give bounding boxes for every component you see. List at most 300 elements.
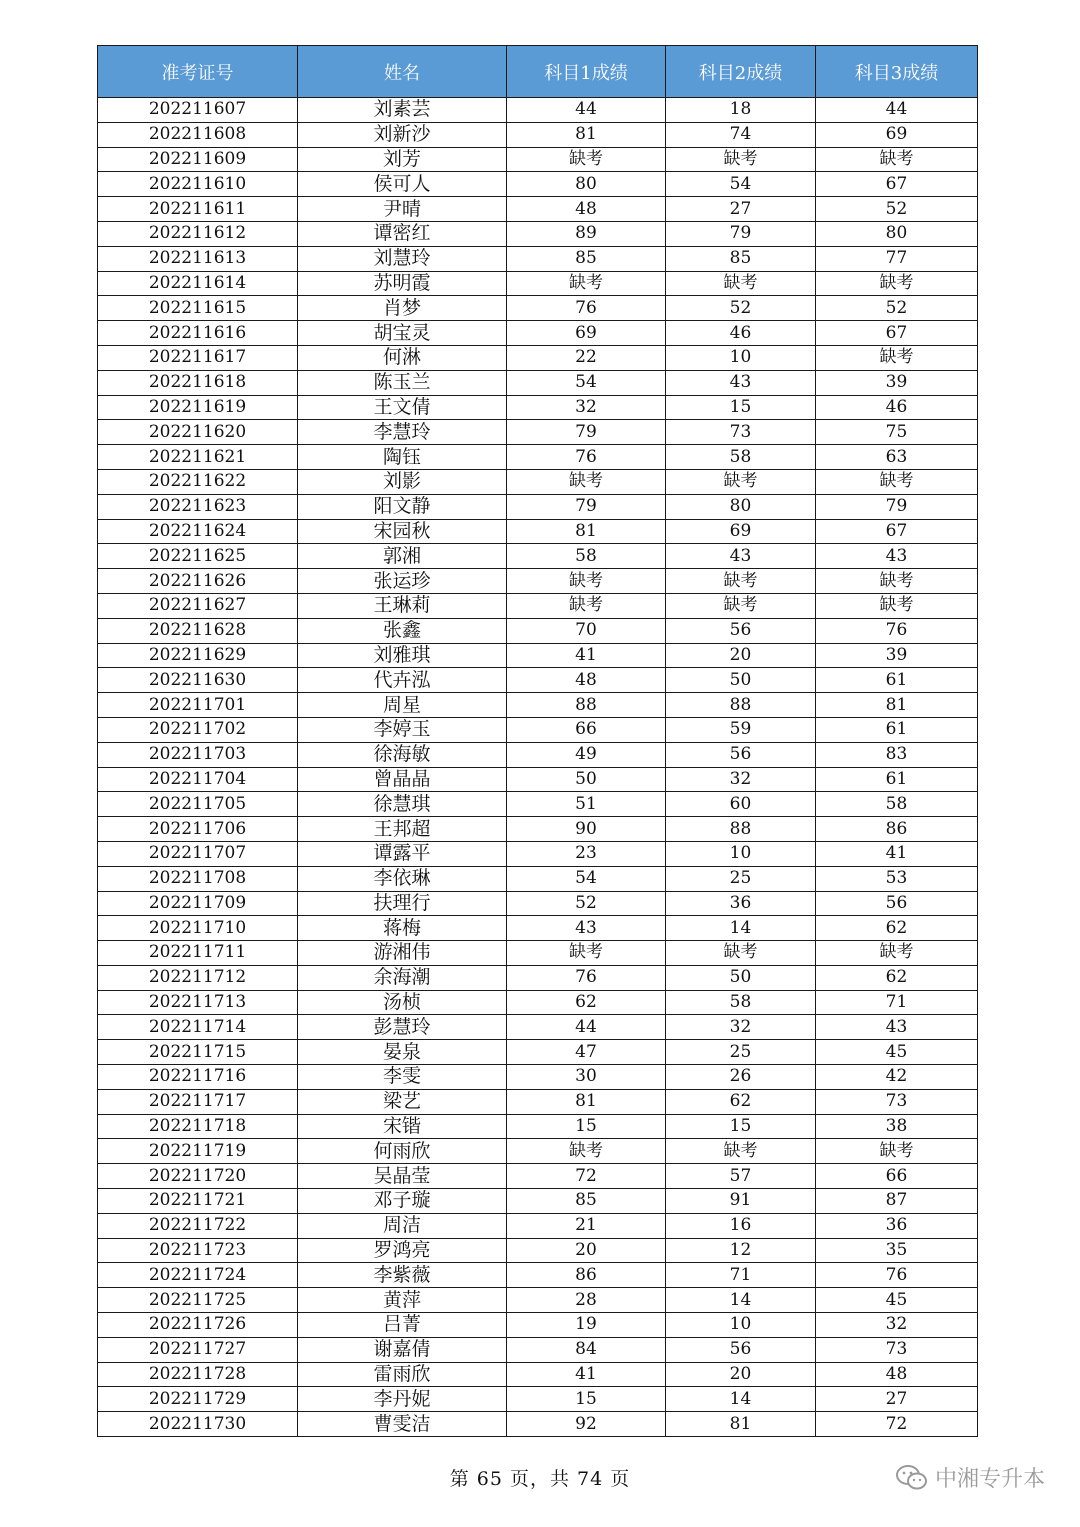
subject1-score-cell: 30: [507, 1065, 666, 1090]
subject3-score-cell: 58: [816, 792, 978, 817]
subject2-score-cell: 缺考: [666, 271, 816, 296]
exam-id-cell: 202211729: [98, 1387, 298, 1412]
header-name: 姓名: [298, 46, 507, 98]
subject3-score-cell: 缺考: [816, 469, 978, 494]
name-cell: 侯可人: [298, 172, 507, 197]
exam-id-cell: 202211703: [98, 742, 298, 767]
subject1-score-cell: 84: [507, 1337, 666, 1362]
exam-id-cell: 202211701: [98, 693, 298, 718]
table-row: [98, 792, 978, 817]
subject2-score-cell: 69: [666, 519, 816, 544]
subject2-score-cell: 91: [666, 1189, 816, 1214]
subject3-score-cell: 35: [816, 1238, 978, 1263]
subject1-score-cell: 43: [507, 916, 666, 941]
subject1-score-cell: 81: [507, 1089, 666, 1114]
subject2-score-cell: 32: [666, 1015, 816, 1040]
name-cell: 周星: [298, 693, 507, 718]
exam-id-cell: 202211711: [98, 941, 298, 966]
exam-id-cell: 202211728: [98, 1362, 298, 1387]
exam-id-cell: 202211623: [98, 494, 298, 519]
table-row: [98, 990, 978, 1015]
table-row: [98, 420, 978, 445]
name-cell: 吴晶莹: [298, 1164, 507, 1189]
table-row: [98, 544, 978, 569]
subject3-score-cell: 41: [816, 841, 978, 866]
subject1-score-cell: 22: [507, 345, 666, 370]
subject1-score-cell: 41: [507, 1362, 666, 1387]
table-row: [98, 469, 978, 494]
table-row: [98, 445, 978, 470]
table-row: [98, 1362, 978, 1387]
exam-id-cell: 202211715: [98, 1040, 298, 1065]
name-cell: 尹晴: [298, 197, 507, 222]
subject1-score-cell: 47: [507, 1040, 666, 1065]
subject3-score-cell: 73: [816, 1089, 978, 1114]
name-cell: 徐慧琪: [298, 792, 507, 817]
name-cell: 雷雨欣: [298, 1362, 507, 1387]
subject2-score-cell: 46: [666, 321, 816, 346]
table-row: [98, 1337, 978, 1362]
name-cell: 李丹妮: [298, 1387, 507, 1412]
subject1-score-cell: 51: [507, 792, 666, 817]
table-row: [98, 593, 978, 618]
subject3-score-cell: 63: [816, 445, 978, 470]
exam-id-cell: 202211706: [98, 817, 298, 842]
subject2-score-cell: 10: [666, 841, 816, 866]
exam-id-cell: 202211630: [98, 668, 298, 693]
exam-id-cell: 202211719: [98, 1139, 298, 1164]
subject1-score-cell: 48: [507, 668, 666, 693]
table-row: [98, 1387, 978, 1412]
subject3-score-cell: 75: [816, 420, 978, 445]
subject3-score-cell: 79: [816, 494, 978, 519]
subject2-score-cell: 73: [666, 420, 816, 445]
subject2-score-cell: 57: [666, 1164, 816, 1189]
table-row: [98, 321, 978, 346]
table-row: [98, 494, 978, 519]
name-cell: 王琳莉: [298, 593, 507, 618]
name-cell: 肖梦: [298, 296, 507, 321]
exam-id-cell: 202211617: [98, 345, 298, 370]
exam-id-cell: 202211716: [98, 1065, 298, 1090]
subject1-score-cell: 70: [507, 618, 666, 643]
table-row: [98, 395, 978, 420]
subject1-score-cell: 缺考: [507, 147, 666, 172]
table-row: [98, 1015, 978, 1040]
subject1-score-cell: 48: [507, 197, 666, 222]
exam-id-cell: 202211705: [98, 792, 298, 817]
exam-id-cell: 202211721: [98, 1189, 298, 1214]
name-cell: 何雨欣: [298, 1139, 507, 1164]
subject3-score-cell: 52: [816, 296, 978, 321]
subject2-score-cell: 54: [666, 172, 816, 197]
header-row: [98, 46, 978, 98]
subject2-score-cell: 缺考: [666, 569, 816, 594]
table-row: [98, 1065, 978, 1090]
subject2-score-cell: 25: [666, 866, 816, 891]
table-header: [98, 46, 978, 98]
subject2-score-cell: 15: [666, 395, 816, 420]
exam-id-cell: 202211708: [98, 866, 298, 891]
exam-id-cell: 202211720: [98, 1164, 298, 1189]
table-row: [98, 147, 978, 172]
exam-id-cell: 202211613: [98, 246, 298, 271]
subject2-score-cell: 74: [666, 122, 816, 147]
subject2-score-cell: 32: [666, 767, 816, 792]
table-row: [98, 841, 978, 866]
name-cell: 吕菁: [298, 1313, 507, 1338]
name-cell: 汤桢: [298, 990, 507, 1015]
subject1-score-cell: 58: [507, 544, 666, 569]
subject2-score-cell: 56: [666, 618, 816, 643]
subject3-score-cell: 73: [816, 1337, 978, 1362]
subject2-score-cell: 85: [666, 246, 816, 271]
name-cell: 谭露平: [298, 841, 507, 866]
table-row: [98, 345, 978, 370]
name-cell: 苏明霞: [298, 271, 507, 296]
exam-id-cell: 202211621: [98, 445, 298, 470]
subject2-score-cell: 60: [666, 792, 816, 817]
subject1-score-cell: 52: [507, 891, 666, 916]
exam-id-cell: 202211726: [98, 1313, 298, 1338]
exam-id-cell: 202211628: [98, 618, 298, 643]
wechat-icon: [895, 1464, 929, 1492]
header-exam-id: 准考证号: [98, 46, 298, 98]
subject2-score-cell: 27: [666, 197, 816, 222]
subject1-score-cell: 76: [507, 296, 666, 321]
subject2-score-cell: 20: [666, 1362, 816, 1387]
subject2-score-cell: 59: [666, 717, 816, 742]
subject3-score-cell: 71: [816, 990, 978, 1015]
subject2-score-cell: 81: [666, 1412, 816, 1437]
subject3-score-cell: 38: [816, 1114, 978, 1139]
subject3-score-cell: 39: [816, 370, 978, 395]
subject1-score-cell: 44: [507, 98, 666, 123]
exam-id-cell: 202211722: [98, 1213, 298, 1238]
subject3-score-cell: 52: [816, 197, 978, 222]
header-subject1: 科目1成绩: [507, 46, 666, 98]
name-cell: 谢嘉倩: [298, 1337, 507, 1362]
header-subject3: 科目3成绩: [816, 46, 978, 98]
name-cell: 宋锴: [298, 1114, 507, 1139]
name-cell: 何淋: [298, 345, 507, 370]
subject2-score-cell: 26: [666, 1065, 816, 1090]
exam-id-cell: 202211704: [98, 767, 298, 792]
exam-id-cell: 202211626: [98, 569, 298, 594]
subject3-score-cell: 87: [816, 1189, 978, 1214]
subject1-score-cell: 72: [507, 1164, 666, 1189]
exam-id-cell: 202211610: [98, 172, 298, 197]
exam-id-cell: 202211710: [98, 916, 298, 941]
subject3-score-cell: 69: [816, 122, 978, 147]
subject1-score-cell: 86: [507, 1263, 666, 1288]
subject2-score-cell: 10: [666, 1313, 816, 1338]
subject2-score-cell: 56: [666, 742, 816, 767]
subject2-score-cell: 14: [666, 1288, 816, 1313]
table-row: [98, 370, 978, 395]
subject2-score-cell: 14: [666, 1387, 816, 1412]
exam-id-cell: 202211607: [98, 98, 298, 123]
subject3-score-cell: 86: [816, 817, 978, 842]
exam-id-cell: 202211629: [98, 643, 298, 668]
table-row: [98, 668, 978, 693]
exam-id-cell: 202211725: [98, 1288, 298, 1313]
subject1-score-cell: 缺考: [507, 1139, 666, 1164]
subject3-score-cell: 53: [816, 866, 978, 891]
subject3-score-cell: 61: [816, 767, 978, 792]
exam-id-cell: 202211724: [98, 1263, 298, 1288]
subject3-score-cell: 缺考: [816, 271, 978, 296]
subject1-score-cell: 缺考: [507, 593, 666, 618]
table-row: [98, 1139, 978, 1164]
watermark-text: 中湘专升本: [934, 1467, 1045, 1492]
subject3-score-cell: 67: [816, 172, 978, 197]
subject1-score-cell: 54: [507, 866, 666, 891]
subject2-score-cell: 71: [666, 1263, 816, 1288]
exam-id-cell: 202211712: [98, 965, 298, 990]
subject3-score-cell: 62: [816, 965, 978, 990]
name-cell: 刘影: [298, 469, 507, 494]
exam-id-cell: 202211615: [98, 296, 298, 321]
subject1-score-cell: 81: [507, 519, 666, 544]
subject2-score-cell: 58: [666, 445, 816, 470]
subject1-score-cell: 88: [507, 693, 666, 718]
name-cell: 邓子璇: [298, 1189, 507, 1214]
name-cell: 梁艺: [298, 1089, 507, 1114]
table-body: [98, 98, 978, 1437]
subject3-score-cell: 48: [816, 1362, 978, 1387]
table-row: [98, 98, 978, 123]
name-cell: 黄萍: [298, 1288, 507, 1313]
table-row: [98, 891, 978, 916]
table-row: [98, 643, 978, 668]
exam-id-cell: 202211620: [98, 420, 298, 445]
subject2-score-cell: 50: [666, 965, 816, 990]
table-row: [98, 742, 978, 767]
name-cell: 李婷玉: [298, 717, 507, 742]
subject1-score-cell: 79: [507, 494, 666, 519]
subject3-score-cell: 缺考: [816, 147, 978, 172]
table-row: [98, 916, 978, 941]
subject3-score-cell: 43: [816, 1015, 978, 1040]
subject3-score-cell: 45: [816, 1288, 978, 1313]
name-cell: 余海潮: [298, 965, 507, 990]
subject2-score-cell: 43: [666, 544, 816, 569]
subject1-score-cell: 79: [507, 420, 666, 445]
score-table: [97, 45, 978, 1437]
subject3-score-cell: 62: [816, 916, 978, 941]
table-row: [98, 246, 978, 271]
subject2-score-cell: 58: [666, 990, 816, 1015]
subject3-score-cell: 81: [816, 693, 978, 718]
name-cell: 刘素芸: [298, 98, 507, 123]
subject3-score-cell: 缺考: [816, 941, 978, 966]
table-row: [98, 122, 978, 147]
subject1-score-cell: 90: [507, 817, 666, 842]
name-cell: 刘慧玲: [298, 246, 507, 271]
subject3-score-cell: 27: [816, 1387, 978, 1412]
subject1-score-cell: 23: [507, 841, 666, 866]
subject1-score-cell: 76: [507, 965, 666, 990]
subject2-score-cell: 18: [666, 98, 816, 123]
subject1-score-cell: 89: [507, 221, 666, 246]
subject1-score-cell: 49: [507, 742, 666, 767]
exam-id-cell: 202211619: [98, 395, 298, 420]
header-subject2: 科目2成绩: [666, 46, 816, 98]
subject1-score-cell: 缺考: [507, 469, 666, 494]
table-row: [98, 1040, 978, 1065]
name-cell: 徐海敏: [298, 742, 507, 767]
table-row: [98, 221, 978, 246]
subject2-score-cell: 88: [666, 693, 816, 718]
exam-id-cell: 202211622: [98, 469, 298, 494]
subject3-score-cell: 61: [816, 717, 978, 742]
subject2-score-cell: 88: [666, 817, 816, 842]
exam-id-cell: 202211627: [98, 593, 298, 618]
subject1-score-cell: 缺考: [507, 271, 666, 296]
subject1-score-cell: 21: [507, 1213, 666, 1238]
table-row: [98, 1164, 978, 1189]
name-cell: 蒋梅: [298, 916, 507, 941]
table-row: [98, 1238, 978, 1263]
subject1-score-cell: 81: [507, 122, 666, 147]
name-cell: 曾晶晶: [298, 767, 507, 792]
name-cell: 刘雅琪: [298, 643, 507, 668]
subject1-score-cell: 54: [507, 370, 666, 395]
subject1-score-cell: 80: [507, 172, 666, 197]
subject1-score-cell: 76: [507, 445, 666, 470]
exam-id-cell: 202211614: [98, 271, 298, 296]
table-row: [98, 1263, 978, 1288]
exam-id-cell: 202211609: [98, 147, 298, 172]
name-cell: 游湘伟: [298, 941, 507, 966]
table-row: [98, 519, 978, 544]
subject3-score-cell: 45: [816, 1040, 978, 1065]
exam-id-cell: 202211608: [98, 122, 298, 147]
exam-id-cell: 202211709: [98, 891, 298, 916]
name-cell: 王邦超: [298, 817, 507, 842]
name-cell: 李慧玲: [298, 420, 507, 445]
exam-id-cell: 202211713: [98, 990, 298, 1015]
subject2-score-cell: 25: [666, 1040, 816, 1065]
subject2-score-cell: 43: [666, 370, 816, 395]
name-cell: 扶理行: [298, 891, 507, 916]
exam-id-cell: 202211717: [98, 1089, 298, 1114]
name-cell: 陈玉兰: [298, 370, 507, 395]
exam-id-cell: 202211723: [98, 1238, 298, 1263]
subject2-score-cell: 52: [666, 296, 816, 321]
table-row: [98, 1288, 978, 1313]
exam-id-cell: 202211702: [98, 717, 298, 742]
table-row: [98, 1313, 978, 1338]
table-row: [98, 569, 978, 594]
name-cell: 刘芳: [298, 147, 507, 172]
table-row: [98, 965, 978, 990]
name-cell: 胡宝灵: [298, 321, 507, 346]
subject1-score-cell: 19: [507, 1313, 666, 1338]
subject1-score-cell: 69: [507, 321, 666, 346]
subject3-score-cell: 76: [816, 1263, 978, 1288]
table-row: [98, 618, 978, 643]
subject3-score-cell: 缺考: [816, 345, 978, 370]
table-row: [98, 941, 978, 966]
table-row: [98, 296, 978, 321]
subject3-score-cell: 61: [816, 668, 978, 693]
subject3-score-cell: 77: [816, 246, 978, 271]
subject1-score-cell: 50: [507, 767, 666, 792]
table-row: [98, 817, 978, 842]
exam-id-cell: 202211730: [98, 1412, 298, 1437]
name-cell: 陶钰: [298, 445, 507, 470]
exam-id-cell: 202211714: [98, 1015, 298, 1040]
subject3-score-cell: 32: [816, 1313, 978, 1338]
subject2-score-cell: 14: [666, 916, 816, 941]
name-cell: 李依琳: [298, 866, 507, 891]
subject3-score-cell: 36: [816, 1213, 978, 1238]
table-row: [98, 1089, 978, 1114]
subject2-score-cell: 缺考: [666, 147, 816, 172]
subject1-score-cell: 缺考: [507, 569, 666, 594]
subject2-score-cell: 79: [666, 221, 816, 246]
subject1-score-cell: 缺考: [507, 941, 666, 966]
subject1-score-cell: 44: [507, 1015, 666, 1040]
table-row: [98, 271, 978, 296]
name-cell: 郭湘: [298, 544, 507, 569]
subject1-score-cell: 62: [507, 990, 666, 1015]
subject3-score-cell: 46: [816, 395, 978, 420]
table-row: [98, 717, 978, 742]
name-cell: 代卉泓: [298, 668, 507, 693]
subject3-score-cell: 44: [816, 98, 978, 123]
name-cell: 王文倩: [298, 395, 507, 420]
subject3-score-cell: 72: [816, 1412, 978, 1437]
table-row: [98, 693, 978, 718]
name-cell: 曹雯洁: [298, 1412, 507, 1437]
subject3-score-cell: 56: [816, 891, 978, 916]
subject1-score-cell: 41: [507, 643, 666, 668]
table-row: [98, 1412, 978, 1437]
subject3-score-cell: 66: [816, 1164, 978, 1189]
table-row: [98, 172, 978, 197]
table-row: [98, 197, 978, 222]
subject1-score-cell: 28: [507, 1288, 666, 1313]
table-row: [98, 866, 978, 891]
subject1-score-cell: 85: [507, 246, 666, 271]
subject3-score-cell: 67: [816, 321, 978, 346]
subject2-score-cell: 50: [666, 668, 816, 693]
name-cell: 李雯: [298, 1065, 507, 1090]
exam-id-cell: 202211612: [98, 221, 298, 246]
subject3-score-cell: 76: [816, 618, 978, 643]
name-cell: 张鑫: [298, 618, 507, 643]
subject1-score-cell: 85: [507, 1189, 666, 1214]
exam-id-cell: 202211618: [98, 370, 298, 395]
subject2-score-cell: 20: [666, 643, 816, 668]
exam-id-cell: 202211611: [98, 197, 298, 222]
name-cell: 阳文静: [298, 494, 507, 519]
subject1-score-cell: 32: [507, 395, 666, 420]
subject2-score-cell: 62: [666, 1089, 816, 1114]
subject2-score-cell: 16: [666, 1213, 816, 1238]
subject2-score-cell: 缺考: [666, 941, 816, 966]
subject2-score-cell: 12: [666, 1238, 816, 1263]
subject1-score-cell: 66: [507, 717, 666, 742]
name-cell: 宋园秋: [298, 519, 507, 544]
table-row: [98, 1189, 978, 1214]
name-cell: 彭慧玲: [298, 1015, 507, 1040]
name-cell: 谭密红: [298, 221, 507, 246]
name-cell: 李紫薇: [298, 1263, 507, 1288]
